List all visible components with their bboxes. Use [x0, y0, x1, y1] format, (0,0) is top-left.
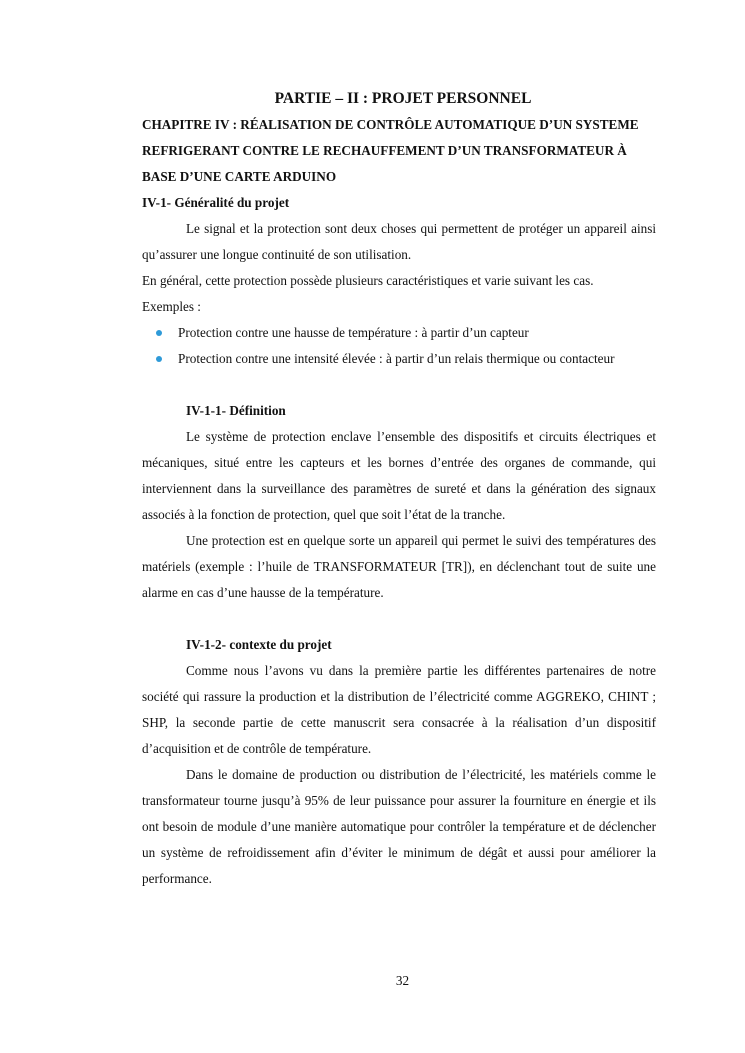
subsection-title-contexte: IV-1-2- contexte du projet [186, 637, 332, 652]
bullet-icon [156, 330, 162, 336]
bullet-icon [156, 356, 162, 362]
page-content [142, 86, 656, 892]
paragraph-protection-appareil: Une protection est en quelque sorte un appareil qui permet le suivi des températures des matériels (exemple : l’huile de TRANSFORMATEUR [TR]), en déclenchant tout de suite une alarme en cas d’une hausse de la température. [142, 533, 656, 600]
chapter-title: CHAPITRE IV : RÉALISATION DE CONTRÔLE AUTOMATIQUE D’UN SYSTEME REFRIGERANT CONTRE LE RECHAUFFEMENT D’UN TRANSFORMATEUR À BASE D’UNE CARTE ARDUINO [142, 117, 639, 184]
list-item-text: Protection contre une hausse de température : à partir d’un capteur [178, 325, 529, 340]
paragraph-signal-protection: Le signal et la protection sont deux choses qui permettent de protéger un appareil ainsi qu’assurer une longue continuité de son utilisation. [142, 221, 656, 262]
blank-line [142, 606, 656, 632]
page-number: 32 [395, 973, 410, 988]
paragraph-contexte: Comme nous l’avons vu dans la première partie les différentes partenaires de notre société qui rassure la production et la distribution de l’électricité comme AGGREKO, CHINT ; SHP, la seconde partie de cette manuscrit sera consacrée à la réalisation d’un dispositif d’acquisition et de contrôle de température. [142, 663, 656, 756]
paragraph-caracteristiques: En général, cette protection possède plusieurs caractéristiques et varie suivant les cas. [142, 273, 594, 288]
paragraph-domaine-production: Dans le domaine de production ou distribution de l’électricité, les matériels comme le transformateur tourne jusqu’à 95% de leur puissance pour assurer la fourniture en énergie et ils ont besoin de module d’une manière automatique pour contrôler la température et de déclencher un système de refroidissement afin d’éviter le minimum de dégât et aussi pour améliorer la performance. [142, 767, 656, 886]
examples-list [142, 320, 656, 372]
list-item [142, 346, 664, 372]
subsection-title-definition: IV-1-1- Définition [186, 403, 286, 418]
part-title: PARTIE – II : PROJET PERSONNEL [274, 90, 532, 107]
paragraph-definition: Le système de protection enclave l’ensemble des dispositifs et circuits électriques et mécaniques, situé entre les capteurs et les bornes d’entrée des organes de commande, qui interviennent dans la surveillance des paramètres de sureté et dans la génération des signaux associés à la fonction de protection, quel que soit l’état de la tranche. [142, 429, 656, 522]
examples-label: Exemples : [142, 299, 201, 314]
list-item-text: Protection contre une intensité élevée : à partir d’un relais thermique ou contacteur [178, 351, 615, 366]
blank-line [142, 372, 656, 398]
list-item [142, 320, 664, 346]
section-title-generalite: IV-1- Généralité du projet [142, 195, 290, 210]
